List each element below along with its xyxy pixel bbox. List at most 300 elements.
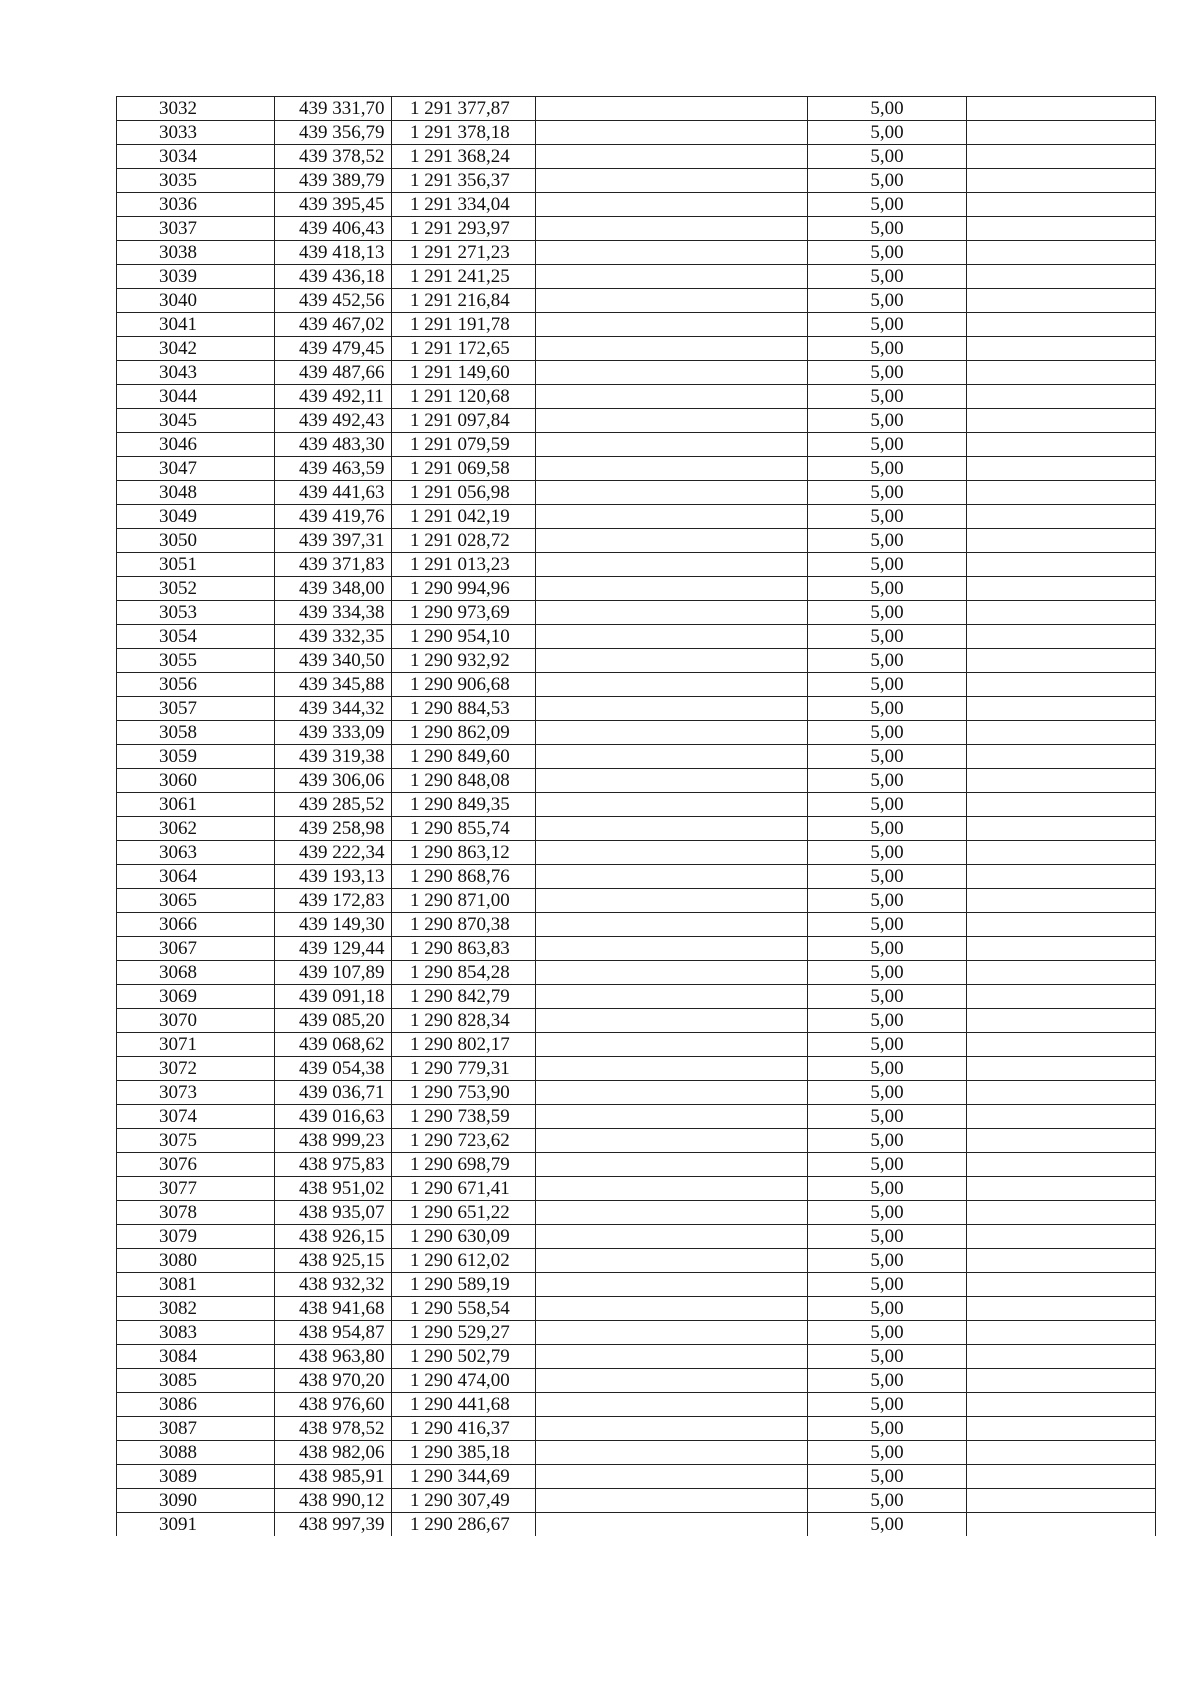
cell-point-number: 3079 (117, 1225, 275, 1249)
cell-value: 5,00 (808, 577, 967, 601)
cell-y-coordinate: 1 290 854,28 (392, 961, 536, 985)
table-row (117, 1465, 1156, 1489)
cell-empty (967, 577, 1156, 601)
table-row (117, 889, 1156, 913)
cell-y-coordinate: 1 290 529,27 (392, 1321, 536, 1345)
cell-value: 5,00 (808, 697, 967, 721)
cell-value: 5,00 (808, 865, 967, 889)
cell-empty (536, 505, 808, 529)
table-row (117, 769, 1156, 793)
cell-y-coordinate: 1 291 120,68 (392, 385, 536, 409)
cell-point-number: 3043 (117, 361, 275, 385)
table-row (117, 937, 1156, 961)
table-row (117, 1081, 1156, 1105)
cell-empty (967, 1201, 1156, 1225)
cell-point-number: 3087 (117, 1417, 275, 1441)
cell-value: 5,00 (808, 1201, 967, 1225)
table-row (117, 745, 1156, 769)
cell-empty (967, 289, 1156, 313)
cell-empty (967, 889, 1156, 913)
cell-empty (967, 193, 1156, 217)
cell-empty (536, 1345, 808, 1369)
cell-point-number: 3034 (117, 145, 275, 169)
cell-empty (967, 505, 1156, 529)
cell-point-number: 3044 (117, 385, 275, 409)
cell-x-coordinate: 438 963,80 (275, 1345, 392, 1369)
cell-x-coordinate: 439 395,45 (275, 193, 392, 217)
cell-y-coordinate: 1 290 502,79 (392, 1345, 536, 1369)
table-row (117, 1177, 1156, 1201)
cell-value: 5,00 (808, 1465, 967, 1489)
table-row (117, 289, 1156, 313)
table-row (117, 361, 1156, 385)
cell-empty (967, 1369, 1156, 1393)
cell-value: 5,00 (808, 1273, 967, 1297)
cell-value: 5,00 (808, 1513, 967, 1537)
cell-value: 5,00 (808, 385, 967, 409)
table-row (117, 697, 1156, 721)
table-row (117, 433, 1156, 457)
cell-empty (967, 361, 1156, 385)
cell-y-coordinate: 1 290 884,53 (392, 697, 536, 721)
cell-empty (967, 961, 1156, 985)
table-row (117, 169, 1156, 193)
cell-y-coordinate: 1 291 293,97 (392, 217, 536, 241)
table-row (117, 1441, 1156, 1465)
cell-point-number: 3057 (117, 697, 275, 721)
table-row (117, 793, 1156, 817)
table-row (117, 913, 1156, 937)
cell-point-number: 3050 (117, 529, 275, 553)
cell-point-number: 3089 (117, 1465, 275, 1489)
cell-y-coordinate: 1 290 855,74 (392, 817, 536, 841)
cell-empty (536, 121, 808, 145)
cell-empty (967, 1153, 1156, 1177)
cell-empty (967, 457, 1156, 481)
cell-point-number: 3041 (117, 313, 275, 337)
cell-x-coordinate: 439 452,56 (275, 289, 392, 313)
cell-empty (536, 1297, 808, 1321)
cell-y-coordinate: 1 290 863,12 (392, 841, 536, 865)
cell-empty (967, 1033, 1156, 1057)
table-row (117, 481, 1156, 505)
cell-value: 5,00 (808, 1417, 967, 1441)
cell-value: 5,00 (808, 1249, 967, 1273)
cell-x-coordinate: 439 436,18 (275, 265, 392, 289)
cell-point-number: 3069 (117, 985, 275, 1009)
cell-value: 5,00 (808, 721, 967, 745)
cell-value: 5,00 (808, 769, 967, 793)
table-row (117, 385, 1156, 409)
cell-point-number: 3051 (117, 553, 275, 577)
cell-empty (536, 793, 808, 817)
table-body (117, 97, 1156, 1537)
cell-x-coordinate: 439 344,32 (275, 697, 392, 721)
cell-x-coordinate: 439 331,70 (275, 97, 392, 121)
cell-empty (967, 649, 1156, 673)
cell-empty (967, 1057, 1156, 1081)
table-row (117, 313, 1156, 337)
cell-y-coordinate: 1 290 698,79 (392, 1153, 536, 1177)
cell-point-number: 3042 (117, 337, 275, 361)
cell-y-coordinate: 1 291 149,60 (392, 361, 536, 385)
cell-y-coordinate: 1 291 241,25 (392, 265, 536, 289)
cell-empty (536, 1273, 808, 1297)
coordinates-table (116, 96, 1156, 1536)
cell-x-coordinate: 439 333,09 (275, 721, 392, 745)
cell-empty (967, 1321, 1156, 1345)
cell-x-coordinate: 439 258,98 (275, 817, 392, 841)
cell-point-number: 3078 (117, 1201, 275, 1225)
cell-value: 5,00 (808, 1081, 967, 1105)
cell-value: 5,00 (808, 121, 967, 145)
cell-x-coordinate: 438 976,60 (275, 1393, 392, 1417)
cell-x-coordinate: 439 193,13 (275, 865, 392, 889)
cell-x-coordinate: 438 997,39 (275, 1513, 392, 1537)
cell-y-coordinate: 1 291 069,58 (392, 457, 536, 481)
cell-empty (536, 769, 808, 793)
cell-empty (967, 985, 1156, 1009)
cell-y-coordinate: 1 291 216,84 (392, 289, 536, 313)
table-row (117, 505, 1156, 529)
cell-value: 5,00 (808, 553, 967, 577)
table-row (117, 961, 1156, 985)
cell-empty (536, 361, 808, 385)
table-row (117, 1489, 1156, 1513)
table-row (117, 721, 1156, 745)
cell-point-number: 3061 (117, 793, 275, 817)
cell-value: 5,00 (808, 1441, 967, 1465)
cell-value: 5,00 (808, 1057, 967, 1081)
cell-empty (536, 1057, 808, 1081)
table-row (117, 97, 1156, 121)
cell-empty (536, 577, 808, 601)
cell-y-coordinate: 1 290 753,90 (392, 1081, 536, 1105)
cell-value: 5,00 (808, 409, 967, 433)
table-row (117, 1513, 1156, 1537)
cell-point-number: 3053 (117, 601, 275, 625)
cell-x-coordinate: 438 925,15 (275, 1249, 392, 1273)
cell-empty (536, 985, 808, 1009)
table-row (117, 1225, 1156, 1249)
cell-y-coordinate: 1 290 849,35 (392, 793, 536, 817)
cell-empty (967, 217, 1156, 241)
cell-value: 5,00 (808, 217, 967, 241)
cell-point-number: 3068 (117, 961, 275, 985)
table-row (117, 1297, 1156, 1321)
cell-x-coordinate: 439 091,18 (275, 985, 392, 1009)
cell-x-coordinate: 439 418,13 (275, 241, 392, 265)
table-row (117, 409, 1156, 433)
cell-empty (536, 841, 808, 865)
cell-x-coordinate: 439 107,89 (275, 961, 392, 985)
cell-empty (536, 457, 808, 481)
table-row (117, 1009, 1156, 1033)
cell-empty (536, 1153, 808, 1177)
table-row (117, 1393, 1156, 1417)
cell-x-coordinate: 439 492,43 (275, 409, 392, 433)
cell-empty (536, 97, 808, 121)
cell-empty (536, 625, 808, 649)
cell-point-number: 3090 (117, 1489, 275, 1513)
cell-value: 5,00 (808, 145, 967, 169)
cell-y-coordinate: 1 290 868,76 (392, 865, 536, 889)
cell-empty (536, 913, 808, 937)
cell-y-coordinate: 1 290 906,68 (392, 673, 536, 697)
cell-empty (536, 145, 808, 169)
cell-value: 5,00 (808, 505, 967, 529)
cell-x-coordinate: 439 085,20 (275, 1009, 392, 1033)
cell-point-number: 3059 (117, 745, 275, 769)
cell-y-coordinate: 1 291 378,18 (392, 121, 536, 145)
cell-x-coordinate: 439 068,62 (275, 1033, 392, 1057)
cell-empty (967, 673, 1156, 697)
cell-x-coordinate: 439 397,31 (275, 529, 392, 553)
cell-x-coordinate: 439 334,38 (275, 601, 392, 625)
cell-point-number: 3075 (117, 1129, 275, 1153)
cell-value: 5,00 (808, 481, 967, 505)
cell-value: 5,00 (808, 433, 967, 457)
cell-y-coordinate: 1 290 932,92 (392, 649, 536, 673)
cell-x-coordinate: 439 371,83 (275, 553, 392, 577)
cell-empty (536, 1513, 808, 1537)
cell-value: 5,00 (808, 1153, 967, 1177)
cell-empty (967, 265, 1156, 289)
cell-empty (967, 697, 1156, 721)
cell-empty (967, 433, 1156, 457)
table-row (117, 577, 1156, 601)
cell-empty (536, 193, 808, 217)
cell-empty (967, 553, 1156, 577)
cell-empty (967, 337, 1156, 361)
cell-empty (536, 1249, 808, 1273)
cell-y-coordinate: 1 290 558,54 (392, 1297, 536, 1321)
cell-empty (967, 97, 1156, 121)
cell-y-coordinate: 1 291 056,98 (392, 481, 536, 505)
table-row (117, 601, 1156, 625)
cell-value: 5,00 (808, 193, 967, 217)
cell-value: 5,00 (808, 649, 967, 673)
cell-value: 5,00 (808, 1225, 967, 1249)
cell-x-coordinate: 439 479,45 (275, 337, 392, 361)
cell-y-coordinate: 1 290 862,09 (392, 721, 536, 745)
cell-point-number: 3054 (117, 625, 275, 649)
cell-point-number: 3086 (117, 1393, 275, 1417)
cell-point-number: 3062 (117, 817, 275, 841)
table-row (117, 1057, 1156, 1081)
cell-empty (967, 1393, 1156, 1417)
cell-point-number: 3049 (117, 505, 275, 529)
cell-empty (536, 673, 808, 697)
cell-empty (536, 169, 808, 193)
cell-empty (967, 721, 1156, 745)
cell-empty (536, 313, 808, 337)
cell-point-number: 3073 (117, 1081, 275, 1105)
cell-x-coordinate: 439 345,88 (275, 673, 392, 697)
cell-x-coordinate: 439 483,30 (275, 433, 392, 457)
cell-empty (967, 1105, 1156, 1129)
cell-empty (536, 721, 808, 745)
cell-empty (536, 1321, 808, 1345)
cell-empty (967, 1129, 1156, 1153)
cell-point-number: 3067 (117, 937, 275, 961)
cell-point-number: 3058 (117, 721, 275, 745)
cell-empty (967, 121, 1156, 145)
cell-empty (536, 1177, 808, 1201)
table-row (117, 1417, 1156, 1441)
cell-empty (536, 1225, 808, 1249)
cell-empty (967, 169, 1156, 193)
cell-y-coordinate: 1 290 474,00 (392, 1369, 536, 1393)
cell-point-number: 3066 (117, 913, 275, 937)
cell-empty (967, 145, 1156, 169)
cell-y-coordinate: 1 291 377,87 (392, 97, 536, 121)
cell-value: 5,00 (808, 97, 967, 121)
cell-y-coordinate: 1 290 849,60 (392, 745, 536, 769)
cell-empty (967, 1081, 1156, 1105)
cell-x-coordinate: 438 990,12 (275, 1489, 392, 1513)
table-row (117, 265, 1156, 289)
cell-empty (967, 1225, 1156, 1249)
cell-empty (536, 1417, 808, 1441)
cell-empty (967, 1297, 1156, 1321)
cell-empty (536, 529, 808, 553)
cell-y-coordinate: 1 291 172,65 (392, 337, 536, 361)
cell-y-coordinate: 1 290 848,08 (392, 769, 536, 793)
cell-x-coordinate: 438 970,20 (275, 1369, 392, 1393)
table-row (117, 865, 1156, 889)
cell-empty (967, 1009, 1156, 1033)
table-row (117, 457, 1156, 481)
table-row (117, 985, 1156, 1009)
cell-empty (536, 1489, 808, 1513)
cell-y-coordinate: 1 291 191,78 (392, 313, 536, 337)
cell-empty (967, 1177, 1156, 1201)
cell-empty (536, 217, 808, 241)
cell-empty (967, 529, 1156, 553)
cell-empty (536, 601, 808, 625)
cell-x-coordinate: 439 356,79 (275, 121, 392, 145)
cell-y-coordinate: 1 291 028,72 (392, 529, 536, 553)
table-row (117, 553, 1156, 577)
cell-x-coordinate: 439 487,66 (275, 361, 392, 385)
cell-value: 5,00 (808, 745, 967, 769)
cell-value: 5,00 (808, 289, 967, 313)
cell-value: 5,00 (808, 1345, 967, 1369)
cell-point-number: 3071 (117, 1033, 275, 1057)
cell-point-number: 3055 (117, 649, 275, 673)
cell-value: 5,00 (808, 817, 967, 841)
cell-empty (536, 337, 808, 361)
cell-empty (536, 889, 808, 913)
cell-point-number: 3064 (117, 865, 275, 889)
cell-value: 5,00 (808, 841, 967, 865)
table-row (117, 1369, 1156, 1393)
cell-empty (967, 865, 1156, 889)
cell-point-number: 3038 (117, 241, 275, 265)
cell-empty (967, 601, 1156, 625)
cell-y-coordinate: 1 290 651,22 (392, 1201, 536, 1225)
cell-empty (536, 1009, 808, 1033)
cell-value: 5,00 (808, 169, 967, 193)
cell-empty (967, 817, 1156, 841)
cell-value: 5,00 (808, 241, 967, 265)
cell-x-coordinate: 438 975,83 (275, 1153, 392, 1177)
cell-empty (536, 1105, 808, 1129)
cell-empty (536, 1033, 808, 1057)
cell-x-coordinate: 438 926,15 (275, 1225, 392, 1249)
cell-value: 5,00 (808, 1105, 967, 1129)
cell-empty (536, 289, 808, 313)
cell-x-coordinate: 439 016,63 (275, 1105, 392, 1129)
cell-x-coordinate: 439 406,43 (275, 217, 392, 241)
cell-empty (536, 481, 808, 505)
cell-value: 5,00 (808, 913, 967, 937)
cell-point-number: 3056 (117, 673, 275, 697)
cell-empty (967, 313, 1156, 337)
cell-point-number: 3081 (117, 1273, 275, 1297)
cell-x-coordinate: 438 985,91 (275, 1465, 392, 1489)
cell-y-coordinate: 1 290 802,17 (392, 1033, 536, 1057)
cell-value: 5,00 (808, 1489, 967, 1513)
cell-y-coordinate: 1 291 271,23 (392, 241, 536, 265)
table-row (117, 241, 1156, 265)
cell-empty (967, 1441, 1156, 1465)
cell-value: 5,00 (808, 1393, 967, 1417)
cell-value: 5,00 (808, 337, 967, 361)
cell-x-coordinate: 438 982,06 (275, 1441, 392, 1465)
cell-x-coordinate: 439 149,30 (275, 913, 392, 937)
cell-empty (536, 1393, 808, 1417)
cell-empty (536, 553, 808, 577)
cell-point-number: 3077 (117, 1177, 275, 1201)
cell-empty (967, 1417, 1156, 1441)
cell-empty (967, 1465, 1156, 1489)
cell-y-coordinate: 1 291 368,24 (392, 145, 536, 169)
cell-x-coordinate: 439 492,11 (275, 385, 392, 409)
table-row (117, 1321, 1156, 1345)
cell-x-coordinate: 439 378,52 (275, 145, 392, 169)
cell-point-number: 3046 (117, 433, 275, 457)
cell-y-coordinate: 1 290 612,02 (392, 1249, 536, 1273)
cell-empty (967, 913, 1156, 937)
cell-point-number: 3084 (117, 1345, 275, 1369)
cell-empty (536, 1441, 808, 1465)
cell-value: 5,00 (808, 889, 967, 913)
cell-y-coordinate: 1 290 385,18 (392, 1441, 536, 1465)
cell-y-coordinate: 1 291 042,19 (392, 505, 536, 529)
cell-value: 5,00 (808, 1033, 967, 1057)
cell-y-coordinate: 1 290 738,59 (392, 1105, 536, 1129)
cell-value: 5,00 (808, 673, 967, 697)
cell-empty (536, 649, 808, 673)
cell-y-coordinate: 1 290 954,10 (392, 625, 536, 649)
cell-y-coordinate: 1 291 356,37 (392, 169, 536, 193)
cell-empty (967, 1249, 1156, 1273)
cell-point-number: 3085 (117, 1369, 275, 1393)
cell-value: 5,00 (808, 625, 967, 649)
cell-value: 5,00 (808, 1009, 967, 1033)
cell-value: 5,00 (808, 961, 967, 985)
cell-empty (967, 241, 1156, 265)
cell-point-number: 3052 (117, 577, 275, 601)
table-row (117, 1105, 1156, 1129)
cell-empty (536, 1201, 808, 1225)
cell-y-coordinate: 1 290 828,34 (392, 1009, 536, 1033)
cell-empty (967, 409, 1156, 433)
cell-y-coordinate: 1 290 779,31 (392, 1057, 536, 1081)
cell-x-coordinate: 439 419,76 (275, 505, 392, 529)
